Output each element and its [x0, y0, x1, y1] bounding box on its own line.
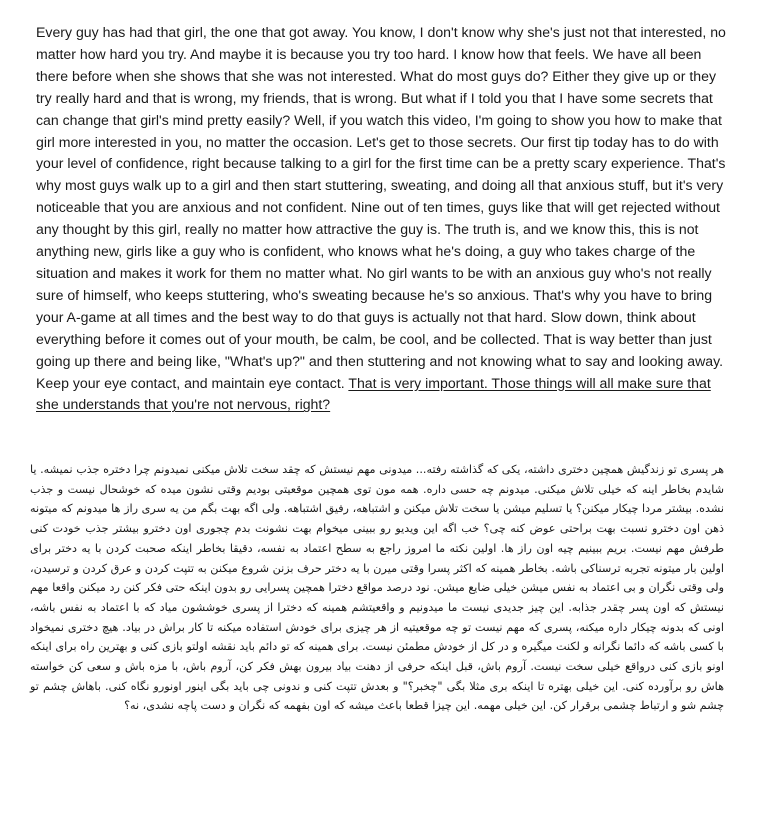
english-paragraph	[36, 22, 726, 416]
english-underlined-text: That is very important. Those things will all make sure that she understands that you're not nervous, right?	[36, 374, 711, 413]
english-main-text: Every guy has had that girl, the one that got away. You know, I don't know why she's just not that interested, no matter how hard you try. And maybe it is because you try too hard. I know how that feels. We have all been there before when she shows that she was not interested. What do most guys do? Either they give up or they try really hard and that is wrong, my friends, that is wrong. But what if I told you that I have some secrets that can change that girl's mind pretty easily? Well, if you watch this video, I'm going to show you how to make that girl more interested in you, no matter the occasion. Let's get to those secrets. Our first tip today has to do with your level of confidence, right because talking to a girl for the first time can be a pretty scary experience. That's why most guys walk up to a girl and then start stuttering, sweating, and doing all that anxious stuff, but it's very noticeable that you are anxious and not confident. Nine out of ten times, guys like that will get rejected without any thought by this girl, really no matter how attractive the guy is. The truth is, and we know this, this is not anything new, girls like a guy who is confident, who knows what he's doing, a guy who takes charge of the situation and makes it work for them no matter what. No girl wants to be with an anxious guy who's not really sure of himself, who keeps stuttering, who's sweating because he's so anxious. That's why you have to bring your A-game at all times and the best way to do that guys is actually not that hard. Slow down, think about everything before it comes out of your mouth, be calm, be cool, and be collected. That is way better than just going up there and being like, "What's up?" and then stuttering and not knowing what to say and looking away. Keep your eye contact, and maintain eye contact.	[36, 24, 726, 391]
persian-paragraph: هر پسری تو زندگیش همچین دختری داشته، یکی که گذاشته رفته... میدونی مهم نیستش که چقد سخت تلاش میکنی نمیدونم چرا دختره جذب نمیشه. یا شایدم بخاطر اینه که خیلی تلاش میکنی. میدونم چه حسی داره. همه مون توی همچین موقعیتی بودیم وقتی نشون میده که خوشحال نیست و جذب نشده. بیشتر مردا چیکار میکنن؟ یا تسلیم میشن یا سخت تلاش میکنن و اشتباهه، رفیق اشتباهه. ولی اگه بهت بگم من یه سری راز ها میدونم که میتونه ذهن اون دخترو نسبت بهت براحتی عوض کنه چی؟ خب اگه این ویدیو رو ببینی میخوام بهت نشونت بدم چجوری اون دخترو بیشتر جذب خودت کنی طرفش مهم نیست. بریم ببینیم چیه اون راز ها. اولین نکته ما امروز راجع به سطح اعتماد به نفسه، دقیقا بخاطر اینکه صحبت کردن با یه دختر برای اولین بار میتونه تجربه ترسناکی باشه. بخاطر همینه که اکثر پسرا وقتی میرن با یه دختر حرف بزنن شروع میکنن به تتپت کردن و عرق کردن و ترسیدن، ولی وقتی نگران و بی اعتماد به نفس میشن خیلی ضایع میشن. نود درصد مواقع دخترا همچین پسرایی رو بدون اینکه حتی فکر کنن رد میکنن واقعا مهم نیستش که اون پسر چقدر جذابه. این چیز جدیدی نیست ما میدونیم و واقعیتشم همینه که دخترا از پسری خوششون میاد که با اعتماد به نفس باشه، اونی که بدونه چیکار داره میکنه، پسری که مهم نیست تو چه موقعیتیه از هر چیزی برای خودش استفاده میکنه تا کار براش در بیاد. هیچ دختری نمیخواد با کسی باشه که دائما نگرانه و لکنت میگیره و در کل از خودش مطمئن نیست. برای همینه که تو دائم باید نقشه اولتو بازی کنی و بهترین راه برای اینکه اونو بازی کنی درواقع خیلی سخت نیست. آروم باش، قبل اینکه حرفی از دهنت بیاد بیرون بهش فکر کن، آروم باش، با مزه باش و سعی کن خواسته هاش رو برآورده کنی. این خیلی بهتره تا اینکه بری مثلا بگی "چخبر؟" و بعدش تتپت کنی و ندونی چی باید بگی اینور اونورو نگاه کنی. باهاش چشم تو چشم شو و ارتباط چشمی برقرار کن. این خیلی مهمه. این چیزا قطعا باعث میشه که اون بفهمه که نگران و دست پاچه نشدی، نه؟	[30, 463, 724, 713]
